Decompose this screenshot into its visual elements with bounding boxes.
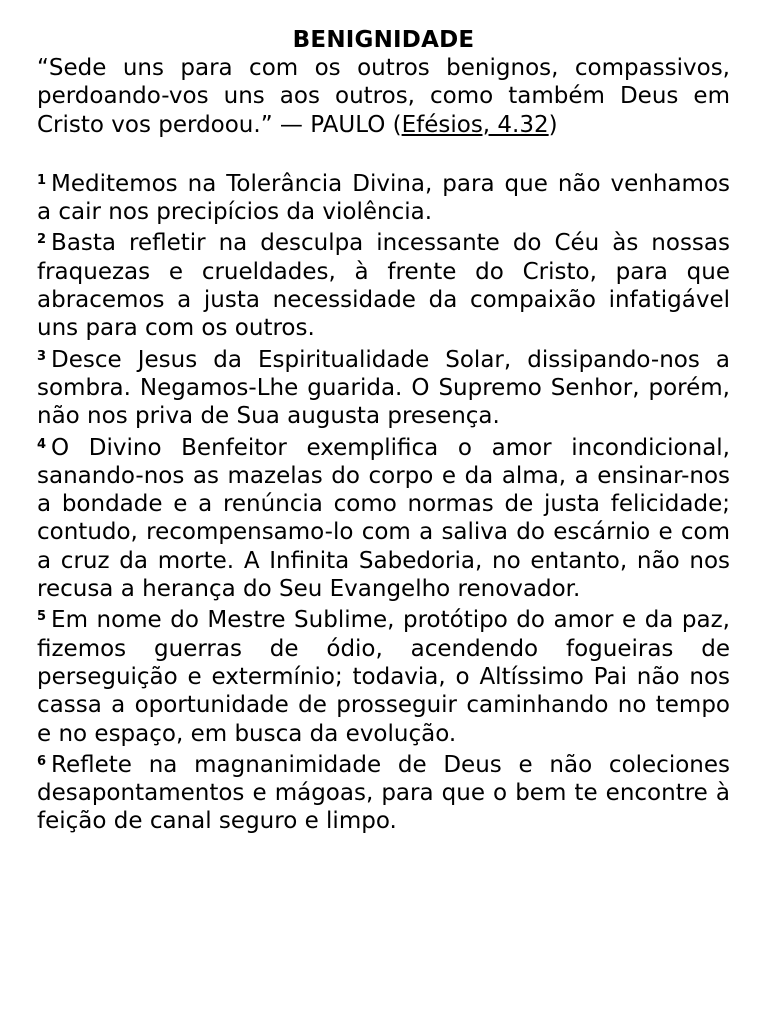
- paragraph-text: Reflete na magnanimidade de Deus e não coleciones desapontamentos e mágoas, para que o bem te encontre à feição de canal seguro e limpo.: [37, 751, 730, 835]
- paragraph-spacer: [37, 139, 730, 167]
- paragraph-5: [37, 603, 730, 747]
- paragraph-text: Desce Jesus da Espiritualidade Solar, dissipando-nos a sombra. Negamos-Lhe guarida. O Supremo Senhor, porém, não nos priva de Sua augusta presença.: [37, 346, 730, 430]
- page-title: BENIGNIDADE: [292, 27, 475, 53]
- paragraph-text: Meditemos na Tolerância Divina, para que não venhamos a cair nos precipícios da violência.: [37, 170, 730, 226]
- epigraph: [37, 54, 730, 139]
- paragraph-1: [37, 167, 730, 227]
- paragraph-text: Em nome do Mestre Sublime, protótipo do amor e da paz, fizemos guerras de ódio, acendendo fogueiras de perseguição e extermínio; todavia, o Altíssimo Pai não nos cassa a oportunidade de prosseguir caminhando no tempo e no espaço, em busca da evolução.: [37, 607, 730, 747]
- verse-number: 5: [37, 609, 47, 625]
- scripture-reference-link[interactable]: Efésios, 4.32: [401, 111, 549, 138]
- verse-number: 3: [37, 348, 47, 364]
- verse-number: 2: [37, 232, 47, 248]
- paragraph-text: Basta refletir na desculpa incessante do Céu às nossas fraquezas e crueldades, à frente do Cristo, para que abracemos a justa necessidade da compaixão infatigável uns para com os outros.: [37, 230, 730, 342]
- paragraph-6: [37, 748, 730, 836]
- paragraph-2: [37, 226, 730, 342]
- epigraph-close: ): [548, 111, 558, 138]
- verse-number: 4: [37, 436, 47, 452]
- paragraph-text: O Divino Benfeitor exemplifica o amor incondicional, sanando-nos as mazelas do corpo e da alma, a ensinar-nos a bondade e a renúncia como normas de justa felicidade; contudo, recompensamo-lo com a saliva do escárnio e com a cruz da morte. A Infinita Sabedoria, no entanto, não nos recusa a herança do Seu Evangelho renovador.: [37, 434, 730, 603]
- paragraph-3: [37, 343, 730, 431]
- verse-number: 1: [37, 172, 47, 188]
- verse-number: 6: [37, 753, 47, 769]
- epigraph-quote: “Sede uns para com os outros benignos, compassivos, perdoando-vos uns aos outros, como também Deus em Cristo vos perdoou.” — PAULO (: [37, 55, 730, 138]
- paragraph-4: [37, 431, 730, 604]
